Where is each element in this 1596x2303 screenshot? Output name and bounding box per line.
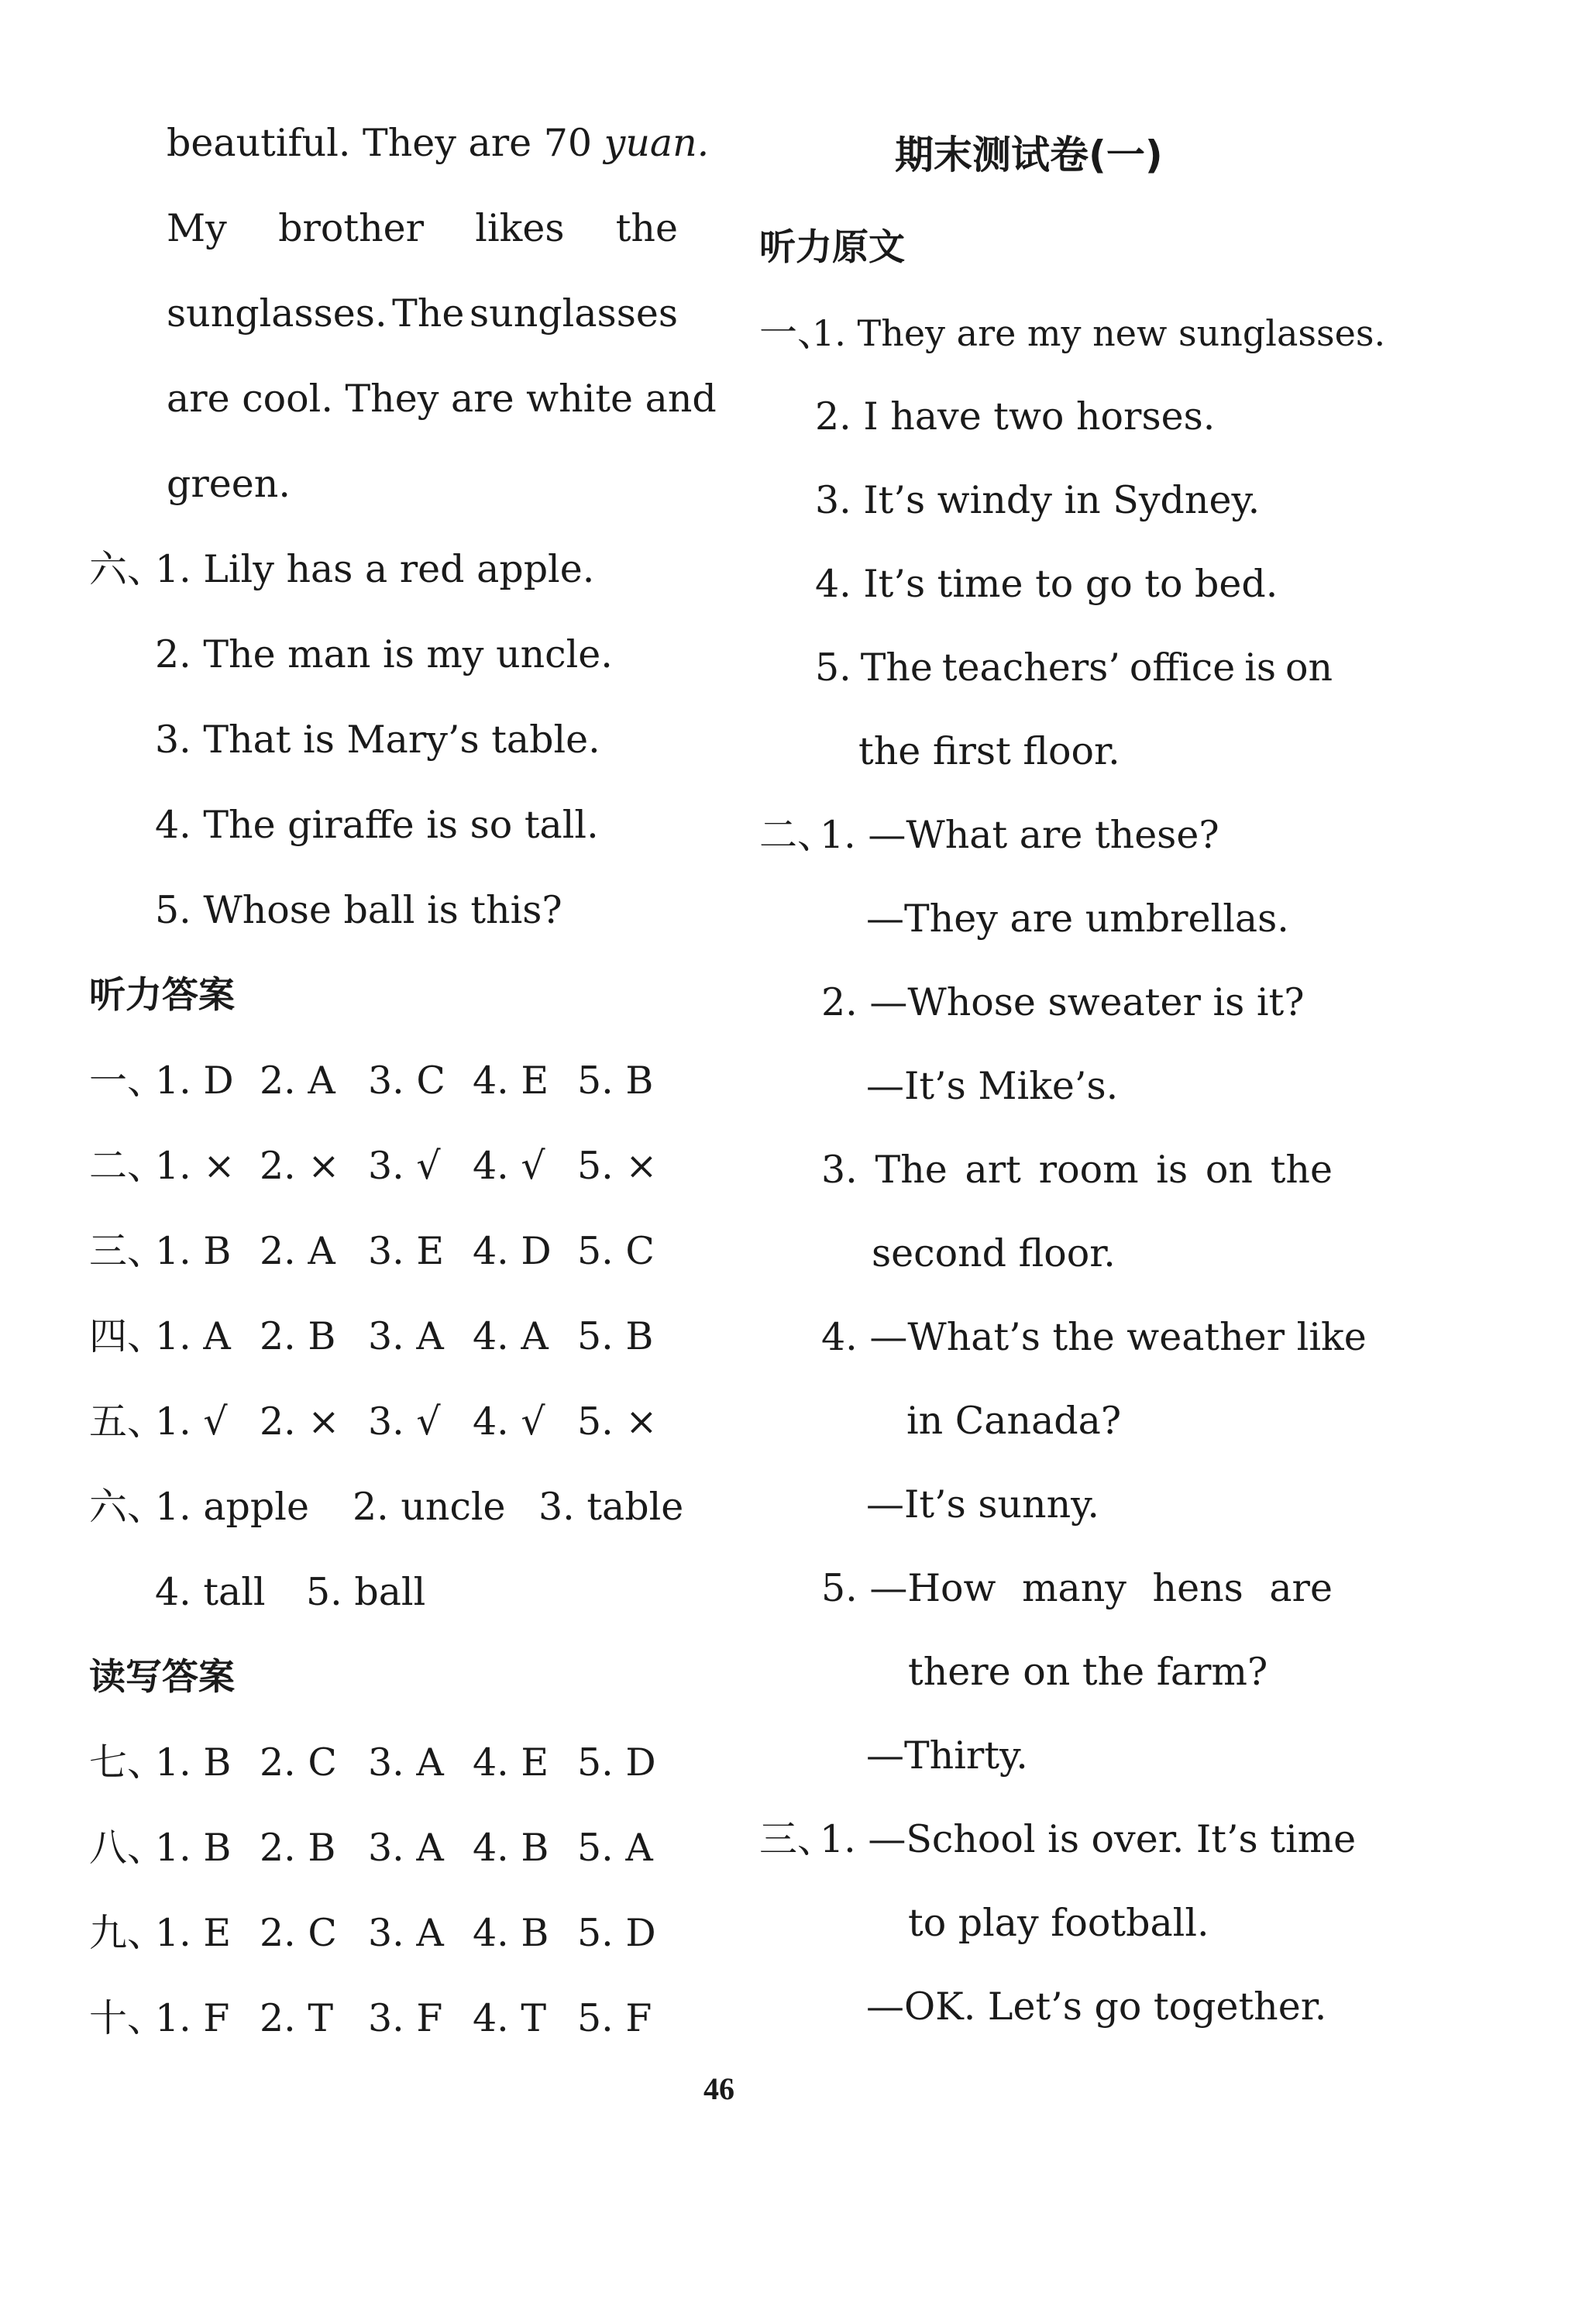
dialogue-line: —It’s Mike’s. (866, 1064, 1119, 1108)
answer-row: 六、1. apple 2. uncle 3. table (89, 1485, 684, 1529)
dialogue-line: 2. —Whose sweater is it? (821, 980, 1305, 1024)
list-item-continuation: the first floor. (858, 729, 1120, 773)
listening-script-heading: 听力原文 (759, 226, 905, 269)
dialogue-line: —OK. Let’s go together. (866, 1985, 1327, 2029)
dialogue-line: to play football. (908, 1901, 1209, 1945)
page-number: 46 (703, 2071, 734, 2106)
dialogue-line: in Canada? (906, 1399, 1122, 1443)
text-line: My brother likes the (167, 206, 678, 250)
answer-row: 一、1. D 2. A 3. C 4. E 5. B (89, 1059, 654, 1103)
answer-row: 五、1. √ 2. × 3. √ 4. √ 5. × (89, 1399, 658, 1444)
dialogue-line: 1. —What are these? (820, 813, 1219, 857)
section-6-label: 六、 (89, 547, 166, 591)
answer-row: 四、1. A 2. B 3. A 4. A 5. B (89, 1314, 654, 1358)
list-item: 2. The man is my uncle. (155, 632, 613, 676)
list-item: 4. The giraffe is so tall. (155, 803, 599, 847)
answer-row: 八、1. B 2. B 3. A 4. B 5. A (89, 1826, 653, 1870)
page-title: 期末测试卷(一) (895, 133, 1163, 177)
dialogue-line: there on the farm? (908, 1650, 1268, 1694)
dialogue-line: second floor. (872, 1231, 1116, 1275)
list-item: 1. They are my new sunglasses. (812, 312, 1386, 354)
text-line: green. (167, 462, 291, 506)
list-item: 1. Lily has a red apple. (155, 547, 595, 591)
text-line: sunglasses. The sunglasses (167, 291, 678, 336)
reading-answers-heading: 读写答案 (89, 1656, 235, 1699)
listening-answers-heading: 听力答案 (89, 974, 235, 1017)
section-3-label: 三、 (759, 1817, 836, 1861)
list-item: 3. That is Mary’s table. (155, 718, 600, 762)
answer-row: 七、1. B 2. C 3. A 4. E 5. D (89, 1740, 656, 1785)
dialogue-line: —It’s sunny. (866, 1482, 1099, 1527)
dialogue-line: 3. The art room is on the (821, 1148, 1333, 1192)
answer-row: 十、1. F 2. T 3. F 4. T 5. F (89, 1996, 652, 2040)
list-item: 5. The teachers’ office is on (815, 645, 1333, 690)
answer-row: 4. tall 5. ball (155, 1570, 426, 1614)
dialogue-line: —They are umbrellas. (866, 897, 1289, 941)
list-item: 4. It’s time to go to bed. (815, 562, 1278, 606)
text-line: are cool. They are white and (167, 377, 717, 421)
list-item: 2. I have two horses. (815, 394, 1216, 439)
section-2-label: 二、 (759, 813, 836, 857)
list-item: 3. It’s windy in Sydney. (815, 478, 1261, 522)
dialogue-line: —Thirty. (866, 1733, 1028, 1778)
answer-row: 二、1. × 2. × 3. √ 4. √ 5. × (89, 1144, 658, 1188)
section-1-label: 一、 (759, 311, 836, 355)
answer-row: 三、1. B 2. A 3. E 4. D 5. C (89, 1229, 655, 1273)
answer-row: 九、1. E 2. C 3. A 4. B 5. D (89, 1911, 656, 1955)
list-item: 5. Whose ball is this? (155, 888, 562, 932)
text-line: beautiful. They are 70 yuan. (167, 121, 710, 165)
dialogue-line: 4. —What’s the weather like (821, 1315, 1367, 1359)
dialogue-line: 5. —How many hens are (821, 1566, 1333, 1610)
dialogue-line: 1. —School is over. It’s time (820, 1817, 1357, 1861)
